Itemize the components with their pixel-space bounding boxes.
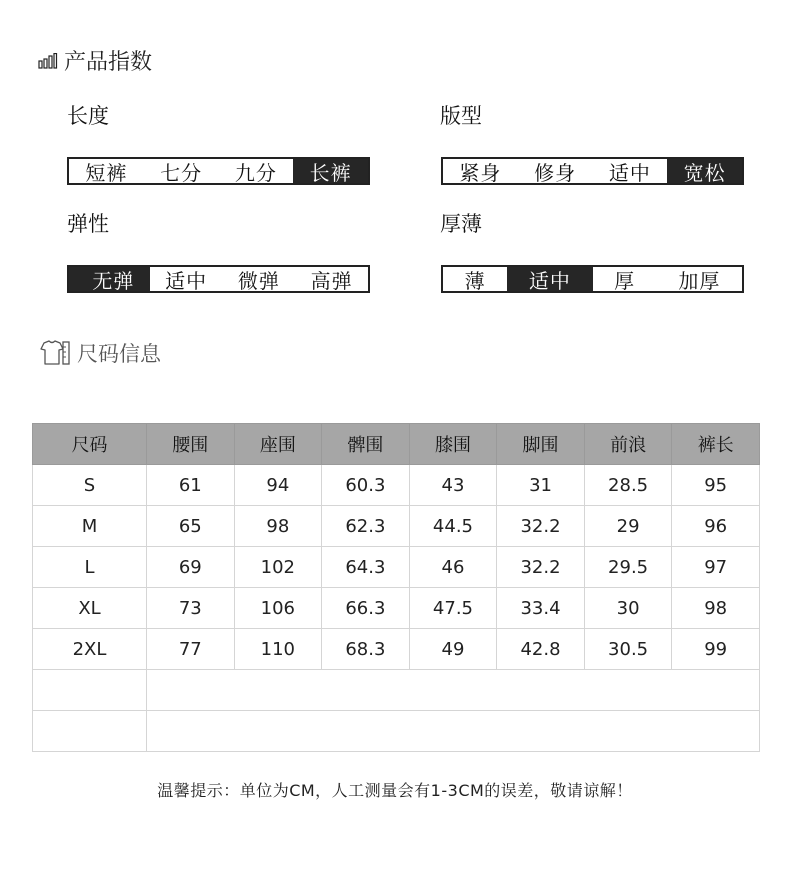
table-cell <box>147 670 760 711</box>
table-cell: 96 <box>672 506 760 547</box>
table-cell: 110 <box>234 629 322 670</box>
fit-option-regular: 适中 <box>608 160 651 185</box>
table-row-empty <box>33 670 760 711</box>
table-cell: 98 <box>672 588 760 629</box>
length-scale <box>67 157 370 185</box>
elasticity-label: 弹性 <box>67 212 109 236</box>
table-cell: 68.3 <box>322 629 410 670</box>
header-knee: 膝围 <box>409 424 497 465</box>
thickness-option-medium-selected: 适中 <box>507 267 592 291</box>
table-cell: 62.3 <box>322 506 410 547</box>
measurement-note: 温馨提示：单位为CM，人工测量会有1-3CM的误差，敬请谅解！ <box>157 781 633 800</box>
elasticity-option-high: 高弹 <box>310 268 353 293</box>
table-cell <box>33 711 147 752</box>
thickness-option-thick: 厚 <box>614 268 636 293</box>
header-leg-opening: 脚围 <box>497 424 585 465</box>
elasticity-scale-edge <box>69 267 77 291</box>
table-cell: 61 <box>147 465 235 506</box>
size-info-label: 尺码信息 <box>77 342 161 366</box>
table-cell: 64.3 <box>322 547 410 588</box>
elasticity-option-medium: 适中 <box>165 268 208 293</box>
table-cell: 102 <box>234 547 322 588</box>
fit-option-slim: 修身 <box>534 160 577 185</box>
table-row <box>33 588 760 629</box>
table-cell: 46 <box>409 547 497 588</box>
thickness-option-extra-thick: 加厚 <box>678 268 721 293</box>
table-row <box>33 506 760 547</box>
table-cell: 30.5 <box>584 629 672 670</box>
table-cell: 99 <box>672 629 760 670</box>
table-cell: 28.5 <box>584 465 672 506</box>
table-cell: 47.5 <box>409 588 497 629</box>
table-cell: 66.3 <box>322 588 410 629</box>
table-cell: 29 <box>584 506 672 547</box>
fit-option-loose-selected: 宽松 <box>667 159 742 183</box>
table-cell: 2XL <box>33 629 147 670</box>
table-cell: 69 <box>147 547 235 588</box>
elasticity-scale <box>67 265 370 293</box>
table-cell: 29.5 <box>584 547 672 588</box>
table-cell: S <box>33 465 147 506</box>
table-cell: 73 <box>147 588 235 629</box>
header-size: 尺码 <box>33 424 147 465</box>
table-cell: XL <box>33 588 147 629</box>
length-option-cropped: 七分 <box>160 160 203 185</box>
header-thigh: 髀围 <box>322 424 410 465</box>
table-cell: 95 <box>672 465 760 506</box>
table-cell: M <box>33 506 147 547</box>
size-table <box>32 423 760 752</box>
table-cell: 106 <box>234 588 322 629</box>
header-pants-length: 裤长 <box>672 424 760 465</box>
table-cell: L <box>33 547 147 588</box>
thickness-label: 厚薄 <box>440 212 482 236</box>
table-row <box>33 547 760 588</box>
header-front-rise: 前浪 <box>584 424 672 465</box>
table-cell <box>147 711 760 752</box>
fit-scale <box>441 157 744 185</box>
size-table-header-row <box>33 424 760 465</box>
table-cell: 65 <box>147 506 235 547</box>
elasticity-option-slight: 微弹 <box>237 268 280 293</box>
bar-chart-icon <box>38 53 58 69</box>
shirt-ruler-icon <box>37 340 71 366</box>
product-index-label: 产品指数 <box>64 50 153 75</box>
fit-label: 版型 <box>440 104 482 128</box>
table-cell: 98 <box>234 506 322 547</box>
table-cell: 32.2 <box>497 547 585 588</box>
table-cell: 77 <box>147 629 235 670</box>
product-index-title <box>38 45 152 76</box>
table-row <box>33 629 760 670</box>
table-cell: 43 <box>409 465 497 506</box>
table-row <box>33 465 760 506</box>
table-cell: 97 <box>672 547 760 588</box>
header-hip: 座围 <box>234 424 322 465</box>
size-info-title <box>37 338 161 368</box>
length-option-ankle: 九分 <box>234 160 277 185</box>
length-option-full-selected: 长裤 <box>293 159 368 183</box>
header-waist: 腰围 <box>147 424 235 465</box>
table-cell: 30 <box>584 588 672 629</box>
table-cell <box>33 670 147 711</box>
table-cell: 42.8 <box>497 629 585 670</box>
table-cell: 49 <box>409 629 497 670</box>
table-cell: 60.3 <box>322 465 410 506</box>
thickness-option-thin: 薄 <box>464 268 486 293</box>
table-cell: 31 <box>497 465 585 506</box>
table-cell: 33.4 <box>497 588 585 629</box>
table-cell: 44.5 <box>409 506 497 547</box>
elasticity-option-none-selected: 无弹 <box>77 267 150 291</box>
fit-option-tight: 紧身 <box>459 160 502 185</box>
table-cell: 32.2 <box>497 506 585 547</box>
length-option-shorts: 短裤 <box>85 160 128 185</box>
table-cell: 94 <box>234 465 322 506</box>
table-row-empty <box>33 711 760 752</box>
length-label: 长度 <box>67 104 109 128</box>
thickness-scale <box>441 265 744 293</box>
